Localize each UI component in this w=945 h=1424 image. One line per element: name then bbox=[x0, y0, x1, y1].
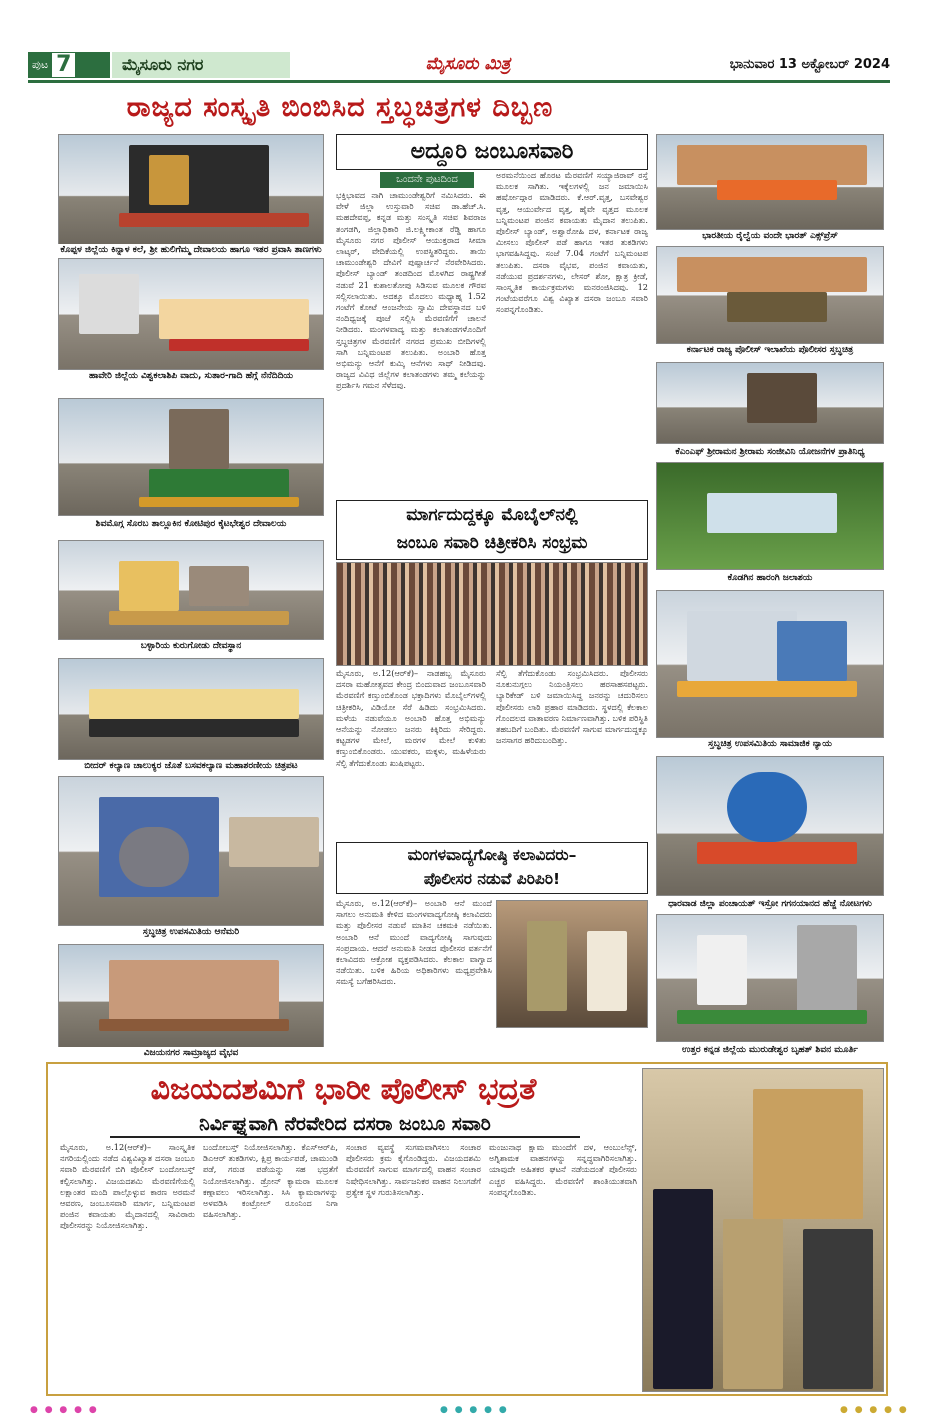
photo-ballari-float bbox=[58, 540, 324, 640]
photo-vijayanagara-float bbox=[58, 944, 324, 1048]
caption-left-6: ಸ್ತಬ್ಧಚಿತ್ರ ಉಪಸಮಿತಿಯ ಆನೆಮರಿ bbox=[58, 926, 324, 939]
dateline: ಭಾನುವಾರ 13 ಅಕ್ಟೋಬರ್ 2024 bbox=[729, 57, 890, 72]
caption-right-7: ಉತ್ತರ ಕನ್ನಡ ಜಿಲ್ಲೆಯ ಮುರುಡೇಶ್ವರ ಬೃಹತ್ ಶಿವನ ಮೂರ್ತಿ bbox=[656, 1044, 884, 1057]
caption-left-1: ಕೊಪ್ಪಳ ಜಿಲ್ಲೆಯ ಕಿನ್ನಾಳ ಕಲೆ, ಶ್ರೀ ಹುಲಿಗೆಮ್ಮ ದೇವಾಲಯ ಹಾಗೂ ಇತರ ಪ್ರವಾಸಿ ತಾಣಗಳು bbox=[58, 244, 324, 257]
caption-right-4: ಕೊಡಗಿನ ಹಾರಂಗಿ ಜಲಾಶಯ bbox=[656, 572, 884, 585]
photo-police-float bbox=[656, 246, 884, 344]
section-title: ಮೈಸೂರು ನಗರ bbox=[112, 52, 290, 78]
caption-right-3: ಕೆಎಂಎಫ್ ಶ್ರೀರಾಮನ ಶ್ರೀರಾಮ ಸಂಜೀವಿನಿ ಯೋಜನೆಗಳ ಪ್ರಾತಿನಿಧ್ಯ bbox=[656, 446, 884, 459]
story3-col1: ಮೈಸೂರು, ಅ.12(ಆರ್‌ಕೆ)– ಅಂಬಾರಿ ಆನೆ ಮುಂದೆ ಸಾಗಲು ಅನುಮತಿ ಕೇಳಿದ ಮಂಗಳವಾದ್ಯಗೋಷ್ಠಿ ಕಲಾವಿದರು ಮತ್ತು ಪೊಲೀಸರ ನಡುವೆ ಮಾತಿನ ಚಕಮಕಿ ನಡೆಯಿತು. ಅಂಬಾರಿ ಆನೆ ಮುಂದೆ ವಾದ್ಯಗೋಷ್ಠಿ ಸಾಗುವುದು ಸಂಪ್ರದಾಯ. ಆದರೆ ಅನುಮತಿ ನೀಡದ ಪೊಲೀಸರ ವರ್ತನೆಗೆ ಕಲಾವಿದರು ಆಕ್ರೋಶ ವ್ಯಕ್ತಪಡಿಸಿದರು. ಕೆಲಕಾಲ ವಾಗ್ವಾದ ನಡೆಯಿತು. ಬಳಿಕ ಹಿರಿಯ ಅಧಿಕಾರಿಗಳು ಮಧ್ಯಪ್ರವೇಶಿಸಿ ಸಮಸ್ಯೆ ಬಗೆಹರಿಸಿದರು. bbox=[336, 898, 492, 987]
photo-social-justice-float bbox=[656, 590, 884, 738]
story1-title: ಅದ್ದೂರಿ ಜಂಬೂಸವಾರಿ bbox=[336, 134, 648, 170]
story3-title-line2: ಪೊಲೀಸರ ನಡುವೆ ಪಿರಿಪಿರಿ! bbox=[423, 870, 561, 888]
story2-col1: ಮೈಸೂರು, ಅ.12(ಆರ್‌ಕೆ)– ನಾಡಹಬ್ಬ ಮೈಸೂರು ದಸರಾ ಮಹೋತ್ಸವದ ಕೇಂದ್ರ ಬಿಂದುವಾದ ಜಂಬೂಸವಾರಿ ಮೆರವಣಿಗೆ ಕಣ್ತುಂಬಿಕೊಂಡ ಭಕ್ತಾದಿಗಳು ಮೊಬೈಲ್‌ಗಳಲ್ಲಿ ಚಿತ್ರೀಕರಿಸಿ, ವಿಡಿಯೋ ಸೆರೆ ಹಿಡಿದು ಸಂಭ್ರಮಿಸಿದರು. ಮಳೆಯ ನಡುವೆಯೂ ಅಂಬಾರಿ ಹೊತ್ತ ಅಭಿಮನ್ಯು ಆನೆಯನ್ನು ನೋಡಲು ಜನರು ಕಿಕ್ಕಿರಿದು ಸೇರಿದ್ದರು. ಕಟ್ಟಡಗಳ ಮೇಲೆ, ಮರಗಳ ಮೇಲೆ ಕುಳಿತು ಕಣ್ತುಂಬಿಕೊಂಡರು. ಯುವಕರು, ಮಕ್ಕಳು, ಮಹಿಳೆಯರು ಸೆಲ್ಫಿ ತೆಗೆದುಕೊಂಡು ಖುಷಿಪಟ್ಟರು. bbox=[336, 668, 486, 768]
bottom-col2: ಬಂದೋಬಸ್ತ್ ನಿಯೋಜಿಸಲಾಗಿತ್ತು. ಕೆಎಸ್‌ಆರ್‌ಪಿ, ಡಿಎಆರ್ ತುಕಡಿಗಳು, ಕ್ಷಿಪ್ರ ಕಾರ್ಯಪಡೆ, ಚಾಮುಂಡಿ ಪಡೆ, ಗರುಡ ಪಡೆಯನ್ನು ಸಹ ಭದ್ರತೆಗೆ ನಿಯೋಜಿಸಲಾಗಿತ್ತು. ಡ್ರೋನ್ ಕ್ಯಾಮರಾ ಮೂಲಕ ಕಣ್ಗಾವಲು ಇರಿಸಲಾಗಿತ್ತು. ಸಿಸಿ ಕ್ಯಾಮರಾಗಳನ್ನು ಅಳವಡಿಸಿ ಕಂಟ್ರೋಲ್ ರೂಂನಿಂದ ನಿಗಾ ವಹಿಸಲಾಗಿತ್ತು. bbox=[203, 1142, 338, 1220]
bottom-col4: ಮಂಜುನಾಥ ಕ್ಷಾಮ ಮುಂದೆಗೆ ದಳ, ಆಂಬುಲೆನ್ಸ್, ಅಗ್ನಿಶಾಮಕ ವಾಹನಗಳನ್ನು ಸನ್ನದ್ಧವಾಗಿರಿಸಲಾಗಿತ್ತು. ಯಾವುದೇ ಅಹಿತಕರ ಘಟನೆ ನಡೆಯದಂತೆ ಪೊಲೀಸರು ಎಚ್ಚರ ವಹಿಸಿದ್ದರು. ಮೆರವಣಿಗೆ ಶಾಂತಿಯುತವಾಗಿ ಸಂಪನ್ನಗೊಂಡಿತು. bbox=[489, 1142, 637, 1197]
photo-shivamogga-float bbox=[58, 398, 324, 516]
bottom-subhead: ನಿರ್ವಿಘ್ನವಾಗಿ ನೆರವೇರಿದ ದಸರಾ ಜಂಬೂ ಸವಾರಿ bbox=[110, 1110, 580, 1138]
photo-murudeshwar-float bbox=[656, 914, 884, 1042]
story1-col2: ಅರಮನೆಯಿಂದ ಹೊರಟ ಮೆರವಣಿಗೆ ಸಯ್ಯಾಜಿರಾವ್ ರಸ್ತೆ ಮೂಲಕ ಸಾಗಿತು. ಇಕ್ಕೆಲಗಳಲ್ಲಿ ಜನ ಜಮಾಯಿಸಿ ಹರ್ಷೋದ್ಗಾರ ಮಾಡಿದರು. ಕೆ.ಆರ್.ವೃತ್ತ, ಬಸವೇಶ್ವರ ವೃತ್ತ, ಆಯುರ್ವೇದ ವೃತ್ತ, ಹೈವೇ ವೃತ್ತದ ಮೂಲಕ ಬನ್ನಿಮಂಟಪ ಪಂಜಿನ ಕವಾಯತು ಮೈದಾನ ತಲುಪಿತು. ಪೊಲೀಸ್ ಬ್ಯಾಂಡ್, ಅಶ್ವಾರೋಹಿ ದಳ, ಕರ್ನಾಟಕ ರಾಜ್ಯ ಮೀಸಲು ಪೊಲೀಸ್ ಪಡೆ ಹಾಗೂ ಇತರ ತುಕಡಿಗಳು ಭಾಗವಹಿಸಿದ್ದವು. ಸಂಜೆ 7.04 ಗಂಟೆಗೆ ಬನ್ನಿಮಂಟಪ ತಲುಪಿತು. ದಸರಾ ವೈಭವ, ಪಂಜಿನ ಕವಾಯತು, ನಡೆಯುವ ಪ್ರದರ್ಶನಗಳು, ಲೇಸರ್ ಶೋ, ಕ್ಷಾತ್ರ ಕ್ರೀಡೆ, ಸಾಂಸ್ಕೃತಿಕ ಕಾರ್ಯಕ್ರಮಗಳು ಮನರಂಜಿಸಿದವು. 12 ಗಂಟೆಯವರೆಗೂ ವಿಶ್ವ ವಿಖ್ಯಾತ ದಸರಾ ಜಂಬೂ ಸವಾರಿ ಸಂಪನ್ನಗೊಂಡಿತು. bbox=[496, 170, 648, 315]
story1-continued-tag: ಒಂದನೇ ಪುಟದಿಂದ bbox=[380, 172, 474, 188]
masthead-rule bbox=[28, 80, 890, 83]
story2-title-line1: ಮಾರ್ಗದುದ್ದಕ್ಕೂ ಮೊಬೈಲ್‌ನಲ್ಲಿ bbox=[406, 505, 578, 525]
caption-left-5: ಬೀದರ್ ಕಲ್ಯಾಣ ಚಾಲುಕ್ಯರ ಜೊತೆ ಬಸವಕಲ್ಯಾಣ ಮಹಾಶರಣೀಯ ಚಿತ್ರಪಟ bbox=[58, 760, 324, 773]
registration-marks-center: ● ● ● ● ● bbox=[440, 1405, 509, 1415]
story3-title-line1: ಮಂಗಳವಾದ್ಯಗೋಷ್ಠಿ ಕಲಾವಿದರು– bbox=[407, 846, 577, 864]
caption-left-7: ವಿಜಯನಗರ ಸಾಮ್ರಾಜ್ಯದ ವೈಭವ bbox=[58, 1047, 324, 1060]
caption-right-6: ಧಾರವಾಡ ಜಿಲ್ಲಾ ಪಂಚಾಯತ್ ಇಸ್ರೋ ಗಗನಯಾನದ ಹೆಜ್ಜೆ ನೋಟಗಳು bbox=[656, 898, 884, 911]
photo-haveri-float bbox=[58, 258, 324, 370]
page-label: ಪುಟ bbox=[32, 58, 49, 71]
photo-harangi-float bbox=[656, 462, 884, 570]
caption-left-2: ಹಾವೇರಿ ಜಿಲ್ಲೆಯ ವಿಶ್ವಕಲಾಶಿಪಿ ವಾದು, ಸುತಾರ-ಗಾದಿ ಹೆಗ್ಗೆ ನೆನೆದಿದಿಯ bbox=[58, 370, 324, 383]
main-headline: ರಾಜ್ಯದ ಸಂಸ್ಕೃತಿ ಬಿಂಬಿಸಿದ ಸ್ತಬ್ಧಚಿತ್ರಗಳ ದಿಬ್ಬಣ bbox=[126, 92, 554, 123]
photo-kmf-float bbox=[656, 362, 884, 444]
brand-logo: ಮೈಸೂರು ಮಿತ್ರ bbox=[425, 54, 511, 74]
caption-right-2: ಕರ್ನಾಟಕ ರಾಜ್ಯ ಪೊಲೀಸ್ ಇಲಾಖೆಯ ಪೊಲೀಸರ ಸ್ತಬ್ಧಚಿತ್ರ bbox=[656, 344, 884, 357]
page-number: 7 bbox=[52, 53, 75, 77]
caption-right-5: ಸ್ತಬ್ಧಚಿತ್ರ ಉಪಸಮಿತಿಯ ಸಾಮಾಜಿಕ ನ್ಯಾಯ bbox=[656, 738, 884, 751]
photo-police-officials bbox=[642, 1068, 884, 1392]
bottom-col1: ಮೈಸೂರು, ಅ.12(ಆರ್‌ಕೆ)– ಸಾಂಸ್ಕೃತಿಕ ನಗರಿಯಲ್ಲಿಂದು ನಡೆದ ವಿಶ್ವವಿಖ್ಯಾತ ದಸರಾ ಜಂಬೂ ಸವಾರಿ ಮೆರವಣಿಗೆ ಬಿಗಿ ಪೊಲೀಸ್ ಬಂದೋಬಸ್ತ್ ಕಲ್ಪಿಸಲಾಗಿತ್ತು. ವಿಜಯದಶಮಿ ಮೆರವಣಿಗೆಯಲ್ಲಿ ಲಕ್ಷಾಂತರ ಮಂದಿ ಪಾಲ್ಗೊಳ್ಳುವ ಕಾರಣ ಅರಮನೆ ಆವರಣ, ಜಂಬೂಸವಾರಿ ಮಾರ್ಗ, ಬನ್ನಿಮಂಟಪ ಪಂಜಿನ ಕವಾಯತು ಮೈದಾನದಲ್ಲಿ ಸಾವಿರಾರು ಪೊಲೀಸರನ್ನು ನಿಯೋಜಿಸಲಾಗಿತ್ತು. bbox=[60, 1142, 195, 1231]
story2-title-line2: ಜಂಬೂ ಸವಾರಿ ಚಿತ್ರೀಕರಿಸಿ ಸಂಭ್ರಮ bbox=[396, 533, 588, 553]
photo-bidar-float bbox=[58, 658, 324, 760]
story2-title bbox=[336, 500, 648, 560]
bottom-col3: ಸಂಚಾರ ವ್ಯವಸ್ಥೆ ಸುಗಮವಾಗಿಸಲು ಸಂಚಾರ ಪೊಲೀಸರು ಕ್ರಮ ಕೈಗೊಂಡಿದ್ದರು. ವಿಜಯದಶಮಿ ಮೆರವಣಿಗೆ ಸಾಗುವ ಮಾರ್ಗದಲ್ಲಿ ವಾಹನ ಸಂಚಾರ ನಿಷೇಧಿಸಲಾಗಿತ್ತು. ಸಾರ್ವಜನಿಕರ ವಾಹನ ನಿಲುಗಡೆಗೆ ಪ್ರತ್ಯೇಕ ಸ್ಥಳ ಗುರುತಿಸಲಾಗಿತ್ತು. bbox=[346, 1142, 481, 1197]
story3-title bbox=[336, 842, 648, 894]
photo-crowd-mobiles bbox=[336, 562, 648, 666]
bottom-headline: ವಿಜಯದಶಮಿಗೆ ಭಾರೀ ಪೊಲೀಸ್ ಭದ್ರತೆ bbox=[150, 1072, 537, 1107]
photo-elephant-float bbox=[58, 776, 324, 926]
caption-left-4: ಬಳ್ಳಾರಿಯ ಕುರುಗೋಡು ದೇವಸ್ಥಾನ bbox=[58, 640, 324, 653]
photo-koppal-float bbox=[58, 134, 324, 246]
story2-col2: ಸೆಲ್ಫಿ ತೆಗೆದುಕೊಂಡು ಸಂಭ್ರಮಿಸಿದರು. ಪೊಲೀಸರು ನೂಕುನುಗ್ಗಲು ನಿಯಂತ್ರಿಸಲು ಹರಸಾಹಸಪಟ್ಟರು. ಬ್ಯಾರಿಕೇಡ್ ಬಳಿ ಜಮಾಯಿಸಿದ್ದ ಜನರನ್ನು ಚದುರಿಸಲು ಪೊಲೀಸರು ಲಾಠಿ ಪ್ರಹಾರ ಮಾಡಿದರು. ಸ್ಥಳದಲ್ಲಿ ಕೆಲಕಾಲ ಗೊಂದಲದ ವಾತಾವರಣ ನಿರ್ಮಾಣವಾಗಿತ್ತು. ಬಳಿಕ ಪರಿಸ್ಥಿತಿ ತಹಬದಿಗೆ ಬಂದಿತು. ಮೆರವಣಿಗೆ ಸಾಗುವ ಮಾರ್ಗದುದ್ದಕ್ಕೂ ಜನಸಾಗರ ಹರಿದುಬಂದಿತ್ತು. bbox=[496, 668, 648, 746]
photo-dharwad-float bbox=[656, 756, 884, 896]
caption-left-3: ಶಿವಮೊಗ್ಗ ಸೊರಬ ತಾಲ್ಲೂಕಿನ ಕೋಟಿಪುರ ಕೈಟಭೇಶ್ವರ ದೇವಾಲಯ bbox=[58, 518, 324, 531]
page-number-box bbox=[28, 52, 110, 78]
caption-right-1: ಭಾರತೀಯ ರೈಲ್ವೆಯ ವಂದೇ ಭಾರತ್ ಎಕ್ಸ್‌ಪ್ರೆಸ್ bbox=[656, 230, 884, 243]
photo-police-artists bbox=[496, 900, 648, 1028]
registration-marks-right: ● ● ● ● ● bbox=[840, 1405, 909, 1415]
photo-vande-bharat-float bbox=[656, 134, 884, 230]
registration-marks-left: ● ● ● ● ● bbox=[30, 1405, 99, 1415]
story1-col1: ಭಕ್ತಿಭಾವದ ನಾಗಿ ಚಾಮುಂಡೇಶ್ವರಿಗೆ ನಮಿಸಿದರು. ಈ ವೇಳೆ ಜಿಲ್ಲಾ ಉಸ್ತುವಾರಿ ಸಚಿವ ಡಾ.ಹೆಚ್.ಸಿ. ಮಹದೇವಪ್ಪ, ಕನ್ನಡ ಮತ್ತು ಸಂಸ್ಕೃತಿ ಸಚಿವ ಶಿವರಾಜ ತಂಗಡಗಿ, ಜಿಲ್ಲಾಧಿಕಾರಿ ಜಿ.ಲಕ್ಷ್ಮೀಕಾಂತ ರೆಡ್ಡಿ ಹಾಗೂ ಮೈಸೂರು ನಗರ ಪೊಲೀಸ್ ಆಯುಕ್ತರಾದ ಸೀಮಾ ಲಾಟ್ಕರ್, ವೇದಿಕೆಯಲ್ಲಿ ಉಪಸ್ಥಿತರಿದ್ದರು. ತಾಯಿ ಚಾಮುಂಡೇಶ್ವರಿ ದೇವಿಗೆ ಪುಷ್ಪಾರ್ಚನೆ ನೆರವೇರಿಸಿದರು. ಪೊಲೀಸ್ ಬ್ಯಾಂಡ್ ತಂಡದಿಂದ ಮೊಳಗಿದ ರಾಷ್ಟ್ರಗೀತೆ ನಡುವೆ 21 ಕುಶಾಲತೋಪು ಸಿಡಿಸುವ ಮೂಲಕ ಗೌರವ ಸಲ್ಲಿಸಲಾಯಿತು. ಅದಕ್ಕೂ ಮೊದಲು ಮಧ್ಯಾಹ್ನ 1.52 ಗಂಟೆಗೆ ಕೋಟೆ ಆಂಜನೇಯ ಸ್ವಾಮಿ ದೇವಸ್ಥಾನದ ಬಳಿ ನಂದಿಧ್ವಜಕ್ಕೆ ಪೂಜೆ ಸಲ್ಲಿಸಿ ಮೆರವಣಿಗೆಗೆ ಚಾಲನೆ ನೀಡಿದರು. ಮಂಗಳವಾದ್ಯ ಮತ್ತು ಕಲಾತಂಡಗಳೊಂದಿಗೆ ಸ್ತಬ್ಧಚಿತ್ರಗಳ ಮೆರವಣಿಗೆ ನಗರದ ಪ್ರಮುಖ ಬೀದಿಗಳಲ್ಲಿ ಸಾಗಿ ಬನ್ನಿಮಂಟಪ ತಲುಪಿತು. ಅಂಬಾರಿ ಹೊತ್ತ ಅಭಿಮನ್ಯು ಆನೆಗೆ ಕುಮ್ಕಿ ಆನೆಗಳು ಸಾಥ್ ನೀಡಿದವು. ರಾಜ್ಯದ ವಿವಿಧ ಜಿಲ್ಲೆಗಳ ಕಲಾತಂಡಗಳು ತಮ್ಮ ಕಲೆಯನ್ನು ಪ್ರದರ್ಶಿಸಿ ಗಮನ ಸೆಳೆದವು. bbox=[336, 190, 486, 391]
